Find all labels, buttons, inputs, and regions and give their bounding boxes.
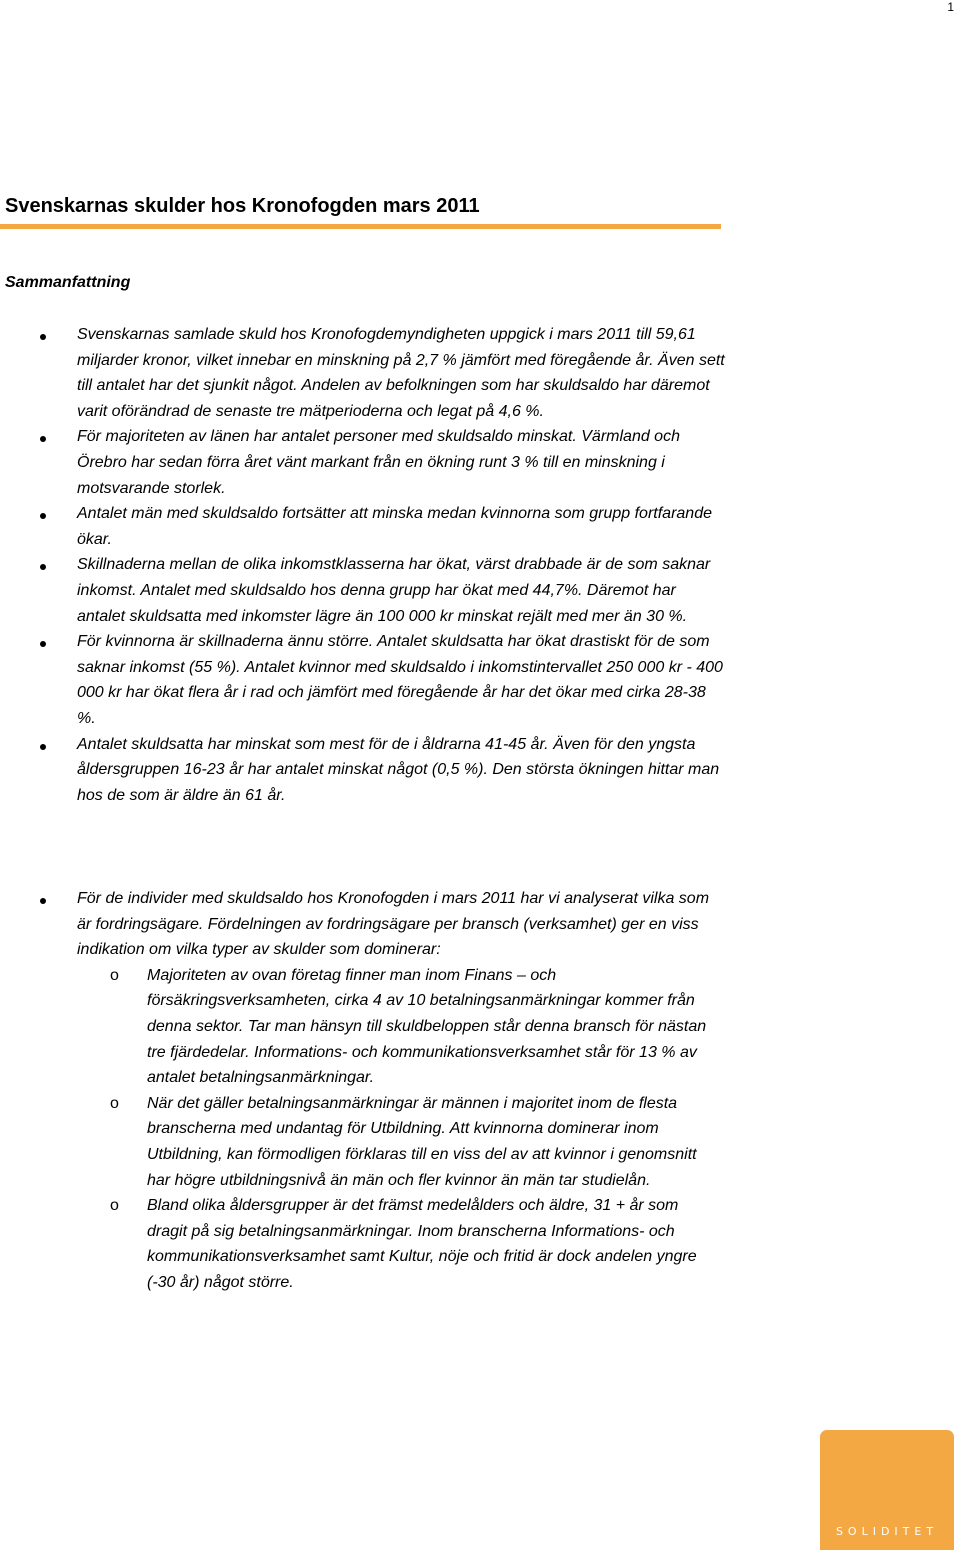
sub-item-text: Majoriteten av ovan företag finner man inom Finans – och försäkringsverksamheten, cirka 4 av 10 betalningsanmärkningar kommer från denna sektor. Tar man hänsyn till skuldbeloppen står denna bransch för nästan tre fjärdedelar. Informations- och kommunikationsverksamhet står för 13 % av antalet betalningsanmärkningar. (147, 966, 707, 1087)
title-underline (0, 224, 721, 229)
sub-list-item (0, 1091, 717, 1193)
summary-block-1 (0, 322, 960, 808)
sub-item-text: Bland olika åldersgrupper är det främst medelålders och äldre, 31 + år som dragit på sig betalningsanmärkningar. Inom branscherna Informations- och kommunikationsverksamhet samt Kultur, nöje och fritid är dock andelen yngre (-30 år) något större. (147, 1197, 697, 1291)
list-item (0, 552, 727, 629)
logo-text: SOLIDITET (835, 1525, 939, 1538)
bullet-text: Antalet skuldsatta har minskat som mest för de i åldrarna 41-45 år. Även för den yngsta åldersgruppen 16-23 år har antalet minskat något (0,5 %). Den största ökningen hittar man hos de som är äldre än 61 år. (77, 735, 720, 804)
list-item (0, 501, 727, 552)
bullet-text: Skillnaderna mellan de olika inkomstklasserna har ökat, värst drabbade är de som saknar inkomst. Antalet med skuldsaldo hos denna grupp har ökat med 44,7%. Däremot har antalet skuldsatta med inkomster lägre än 100 000 kr minskat rejält med mer än 30 %. (77, 556, 711, 625)
bullet-icon (40, 513, 46, 519)
sub-list-item (0, 963, 717, 1091)
section-heading: Sammanfattning (5, 274, 131, 291)
bullet-text: För kvinnorna är skillnaderna ännu större. Antalet skuldsatta har ökat drastiskt för de som saknar inkomst (55 %). Antalet kvinnor med skuldsaldo i inkomstintervallet 250 000 kr - 400 000 kr har ökat flera år i rad och jämfört med föregående år har det ökar med cirka 28-38 %. (77, 633, 723, 727)
bullet-icon (40, 898, 46, 904)
soliditet-logo (820, 1430, 954, 1550)
sub-bullet-icon: o (110, 1094, 119, 1112)
sub-bullet-icon: o (110, 1197, 119, 1215)
sub-item-text: När det gäller betalningsanmärkningar är männen i majoritet inom de flesta branscherna med undantag för Utbildning. Att kvinnorna dominerar inom Utbildning, kan förmodligen förklaras till en viss del av att kvinnor i genomsnitt har högre utbildningsnivå än män och fler kvinnor än män tar studielån. (147, 1094, 697, 1189)
bullet-text: För majoriteten av länen har antalet personer med skuldsaldo minskat. Värmland och Örebro har sedan förra året vänt markant från en ökning runt 3 % till en minskning i motsvarande storlek. (77, 428, 680, 497)
list-item (0, 732, 727, 809)
list-item (0, 886, 727, 963)
sub-list-item (0, 1193, 717, 1295)
bullet-text: Svenskarnas samlade skuld hos Kronofogdemyndigheten uppgick i mars 2011 till 59,61 miljarder kronor, vilket innebar en minskning på 2,7 % jämfört med föregående år. Även sett till antalet har det sjunkit något. Andelen av befolkningen som har skuldsaldo har däremot varit oförändrad de senaste tre mätperioderna och legat på 4,6 %. (77, 326, 725, 420)
bullet-icon (40, 744, 46, 750)
bullet-text: Antalet män med skuldsaldo fortsätter att minska medan kvinnorna som grupp fortfarande ökar. (77, 505, 712, 548)
bullet-icon (40, 641, 46, 647)
creditor-sub-list (0, 963, 960, 1296)
sub-bullet-icon: o (110, 966, 119, 984)
list-item (0, 322, 727, 424)
page-number: 1 (947, 0, 954, 14)
summary-block-2 (0, 886, 960, 1296)
bullet-icon (40, 334, 46, 340)
bullet-icon (40, 436, 46, 442)
summary-bullet-list (0, 322, 960, 808)
list-item (0, 424, 727, 501)
bullet-text: För de individer med skuldsaldo hos Kronofogden i mars 2011 har vi analyserat vilka som är fordringsägare. Fördelningen av fordringsägare per bransch (verksamhet) ger en viss indikation om vilka typer av skulder som dominerar: (77, 890, 710, 959)
document-title: Svenskarnas skulder hos Kronofogden mars 2011 (5, 195, 480, 217)
list-item (0, 629, 727, 731)
bullet-icon (40, 564, 46, 570)
creditor-bullet-list (0, 886, 960, 963)
